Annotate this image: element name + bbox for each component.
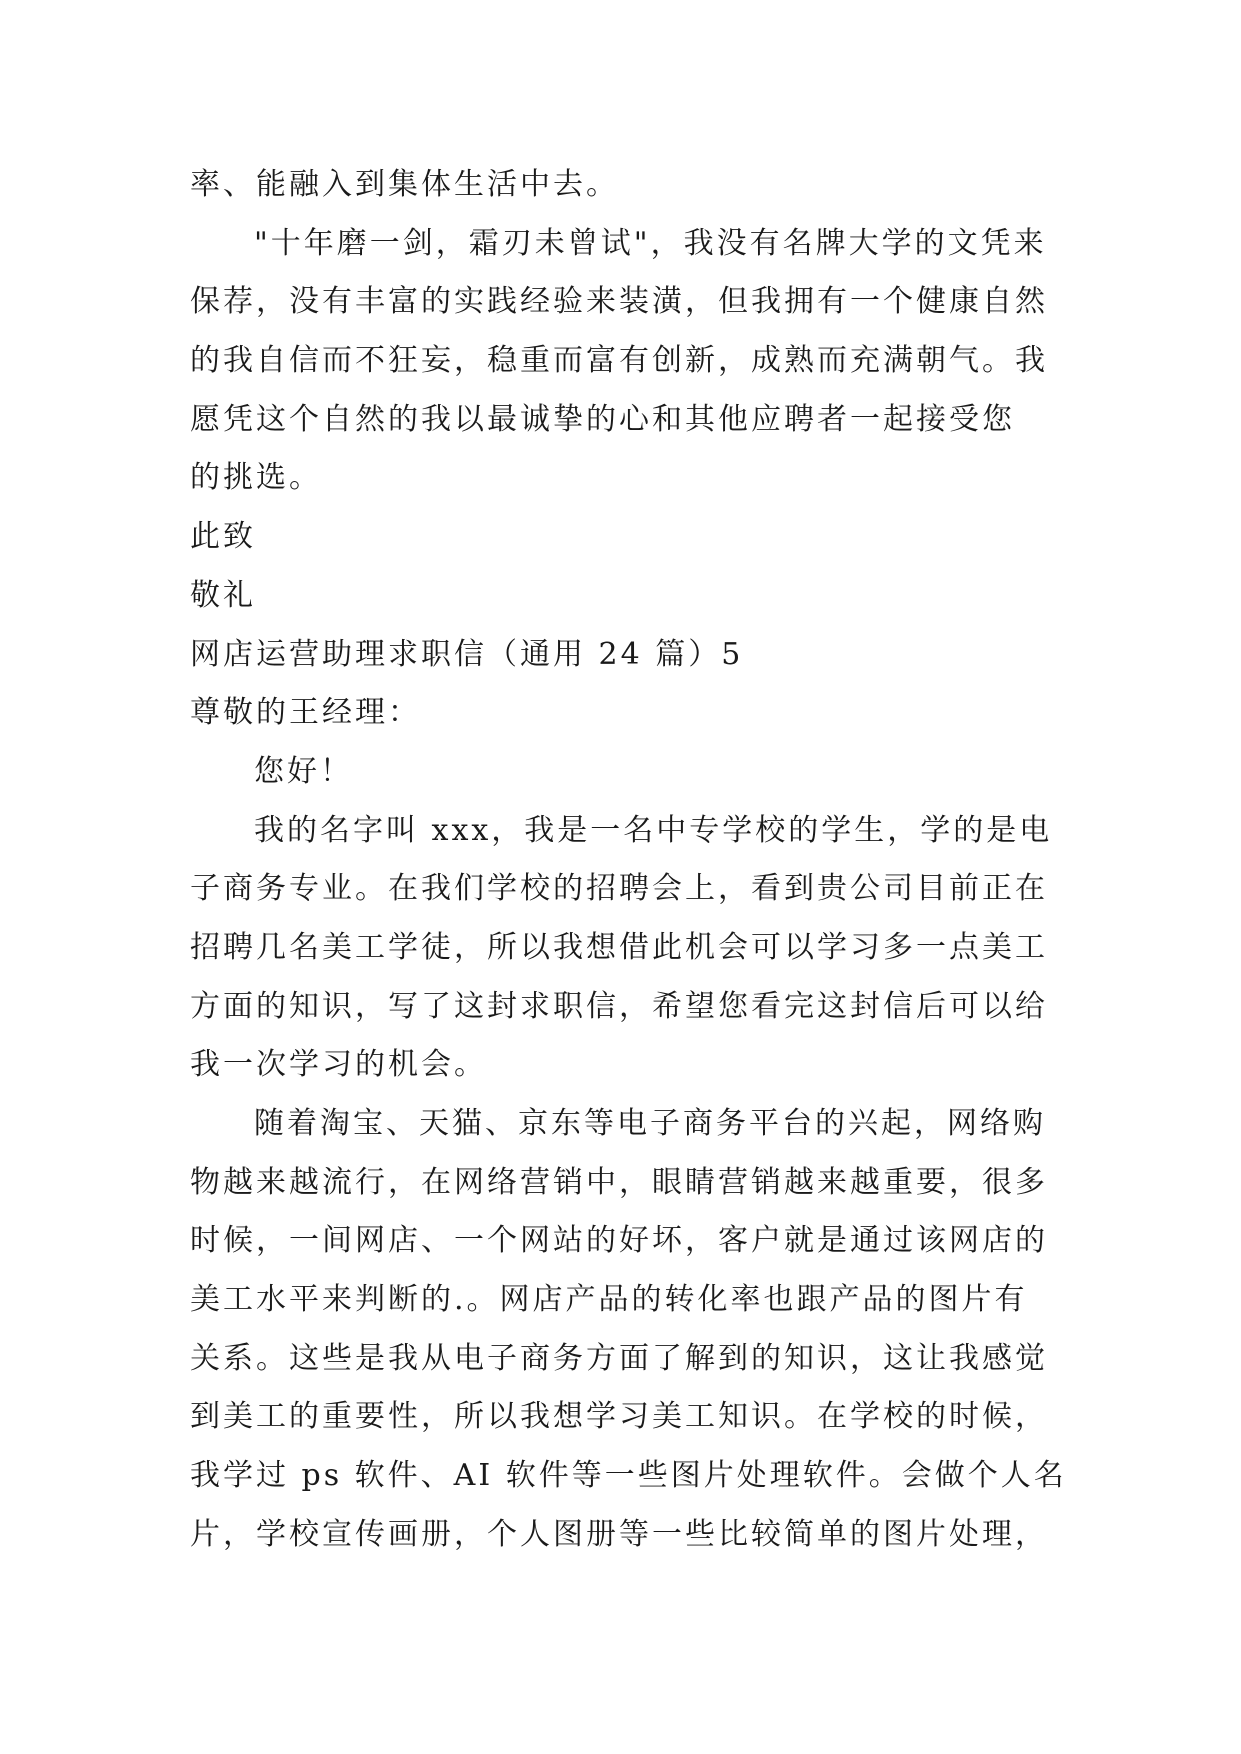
text-line: 到美工的重要性，所以我想学习美工知识。在学校的时候， — [190, 1399, 1048, 1435]
text-line: 我一次学习的机会。 — [190, 1047, 487, 1083]
text-line: 我的名字叫 xxx，我是一名中专学校的学生，学的是电 — [254, 812, 1053, 848]
closing-salutation: 此致 — [190, 519, 256, 555]
text-line: 时候，一间网店、一个网站的好坏，客户就是通过该网店的 — [190, 1223, 1048, 1259]
text-line: 愿凭这个自然的我以最诚挚的心和其他应聘者一起接受您 — [190, 401, 1015, 437]
text-line: "十年磨一剑，霜刃未曾试"，我没有名牌大学的文凭来 — [254, 225, 1047, 261]
text-line: 的挑选。 — [190, 460, 322, 496]
text-line: 物越来越流行，在网络营销中，眼睛营销越来越重要，很多 — [190, 1164, 1048, 1200]
text-line: 率、能融入到集体生活中去。 — [190, 167, 619, 202]
text-line: 我学过 ps 软件、AI 软件等一些图片处理软件。会做个人名 — [190, 1458, 1067, 1494]
section-title: 网店运营助理求职信（通用 24 篇）5 — [190, 636, 744, 672]
greeting-recipient: 尊敬的王经理： — [190, 695, 421, 731]
text-line: 招聘几名美工学徒，所以我想借此机会可以学习多一点美工 — [190, 929, 1048, 965]
closing-regards: 敬礼 — [190, 577, 256, 613]
text-line: 关系。这些是我从电子商务方面了解到的知识，这让我感觉 — [190, 1340, 1048, 1376]
text-line: 保荐，没有丰富的实践经验来装潢，但我拥有一个健康自然 — [190, 284, 1048, 320]
text-line: 子商务专业。在我们学校的招聘会上，看到贵公司目前正在 — [190, 871, 1048, 907]
letter-body — [190, 156, 1070, 1565]
text-line: 片，学校宣传画册，个人图册等一些比较简单的图片处理， — [190, 1516, 1048, 1552]
text-line: 的我自信而不狂妄，稳重而富有创新，成熟而充满朝气。我 — [190, 343, 1048, 379]
text-line: 美工水平来判断的.。网店产品的转化率也跟产品的图片有 — [190, 1282, 1028, 1318]
text-line: 随着淘宝、天猫、京东等电子商务平台的兴起，网络购 — [254, 1106, 1046, 1141]
text-line: 方面的知识，写了这封求职信，希望您看完这封信后可以给 — [190, 988, 1048, 1024]
greeting-hello: 您好！ — [254, 753, 353, 789]
